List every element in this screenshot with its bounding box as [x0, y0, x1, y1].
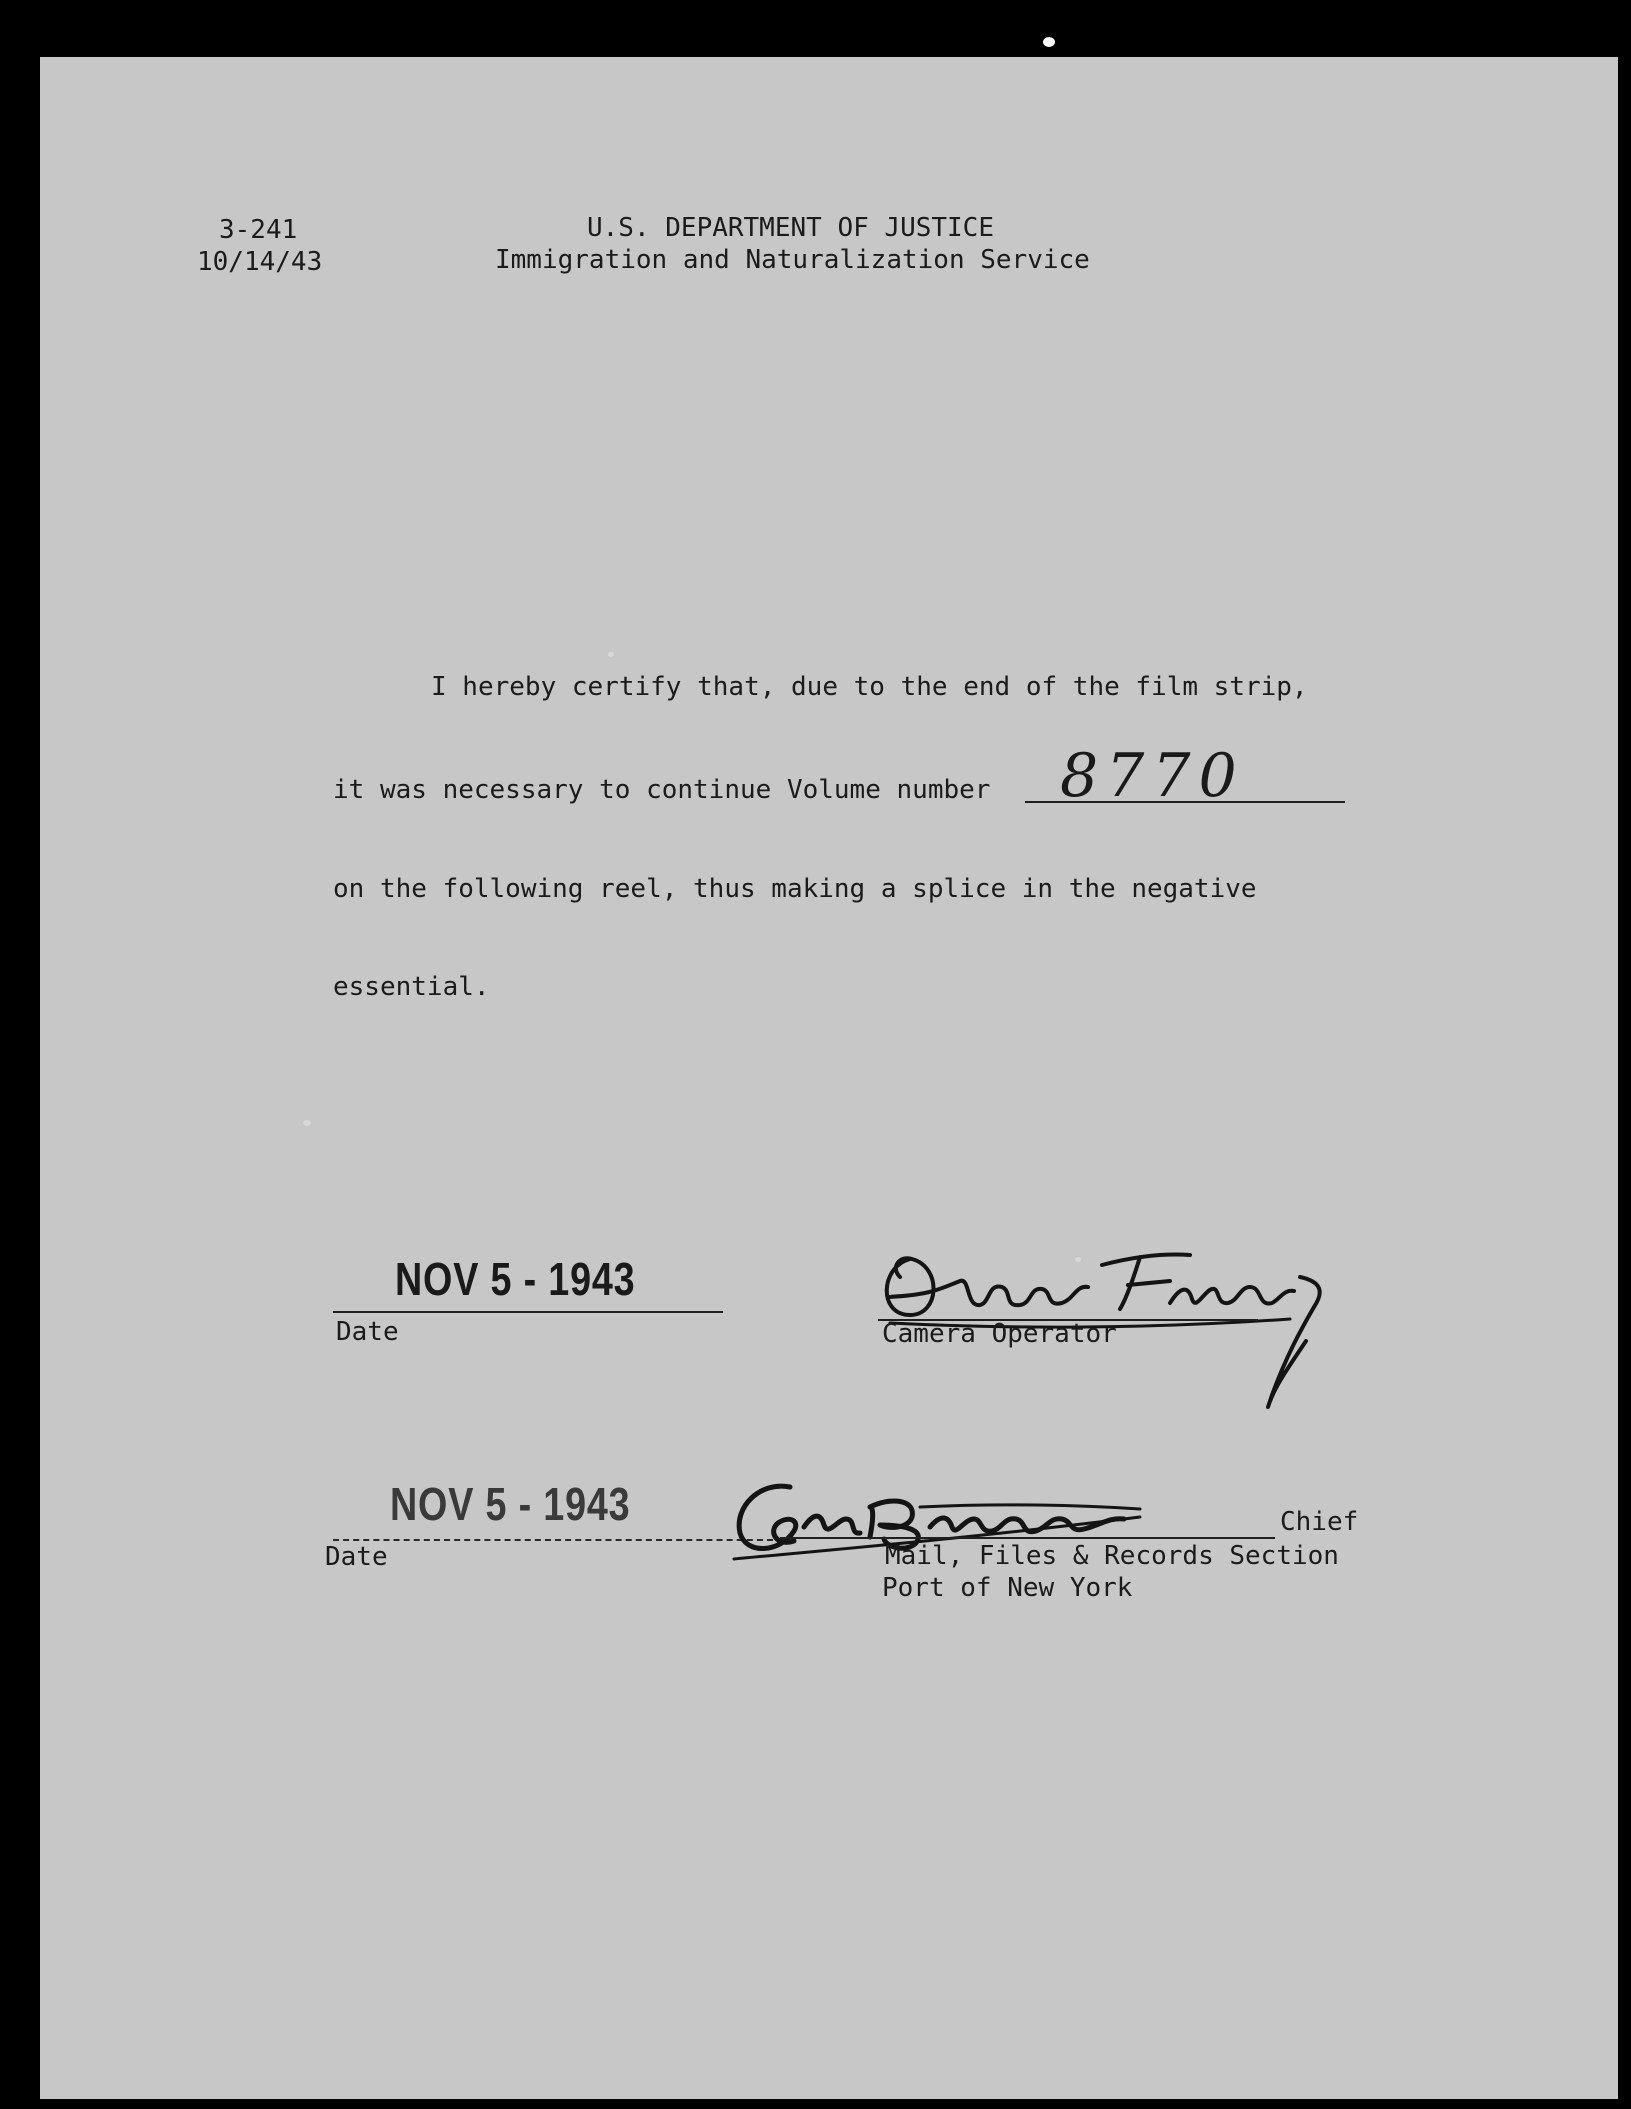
document-page	[40, 57, 1618, 2099]
date-stamp: NOV 5 - 1943	[395, 1253, 636, 1305]
date-label: Date	[336, 1317, 399, 1347]
chief-signature-line	[780, 1537, 1275, 1539]
chief-title-word: Chief	[1280, 1507, 1359, 1537]
form-date: 10/14/43	[197, 247, 323, 277]
paper-speck	[303, 1120, 311, 1126]
date-label: Date	[325, 1542, 388, 1572]
date-stamp: NOV 5 - 1943	[390, 1478, 631, 1530]
body-line-2: it was necessary to continue Volume number	[333, 775, 991, 805]
body-line-3: on the following reel, thus making a splice in the negative	[333, 874, 1257, 904]
camera-operator-title: Camera Operator	[882, 1319, 1117, 1349]
chief-title-line-2: Port of New York	[882, 1573, 1133, 1603]
chief-title-line-1: Mail, Files & Records Section	[885, 1541, 1339, 1571]
date-line	[333, 1311, 723, 1313]
body-line-4: essential.	[333, 972, 490, 1002]
body-line-1: I hereby certify that, due to the end of the film strip,	[431, 672, 1308, 702]
paper-speck	[608, 652, 614, 657]
form-number: 3-241	[219, 215, 298, 245]
service-heading: Immigration and Naturalization Service	[495, 245, 1090, 275]
volume-number: 8770	[1060, 741, 1245, 811]
department-heading: U.S. DEPARTMENT OF JUSTICE	[587, 213, 994, 243]
date-line	[333, 1539, 773, 1541]
paper-speck	[1043, 37, 1055, 47]
